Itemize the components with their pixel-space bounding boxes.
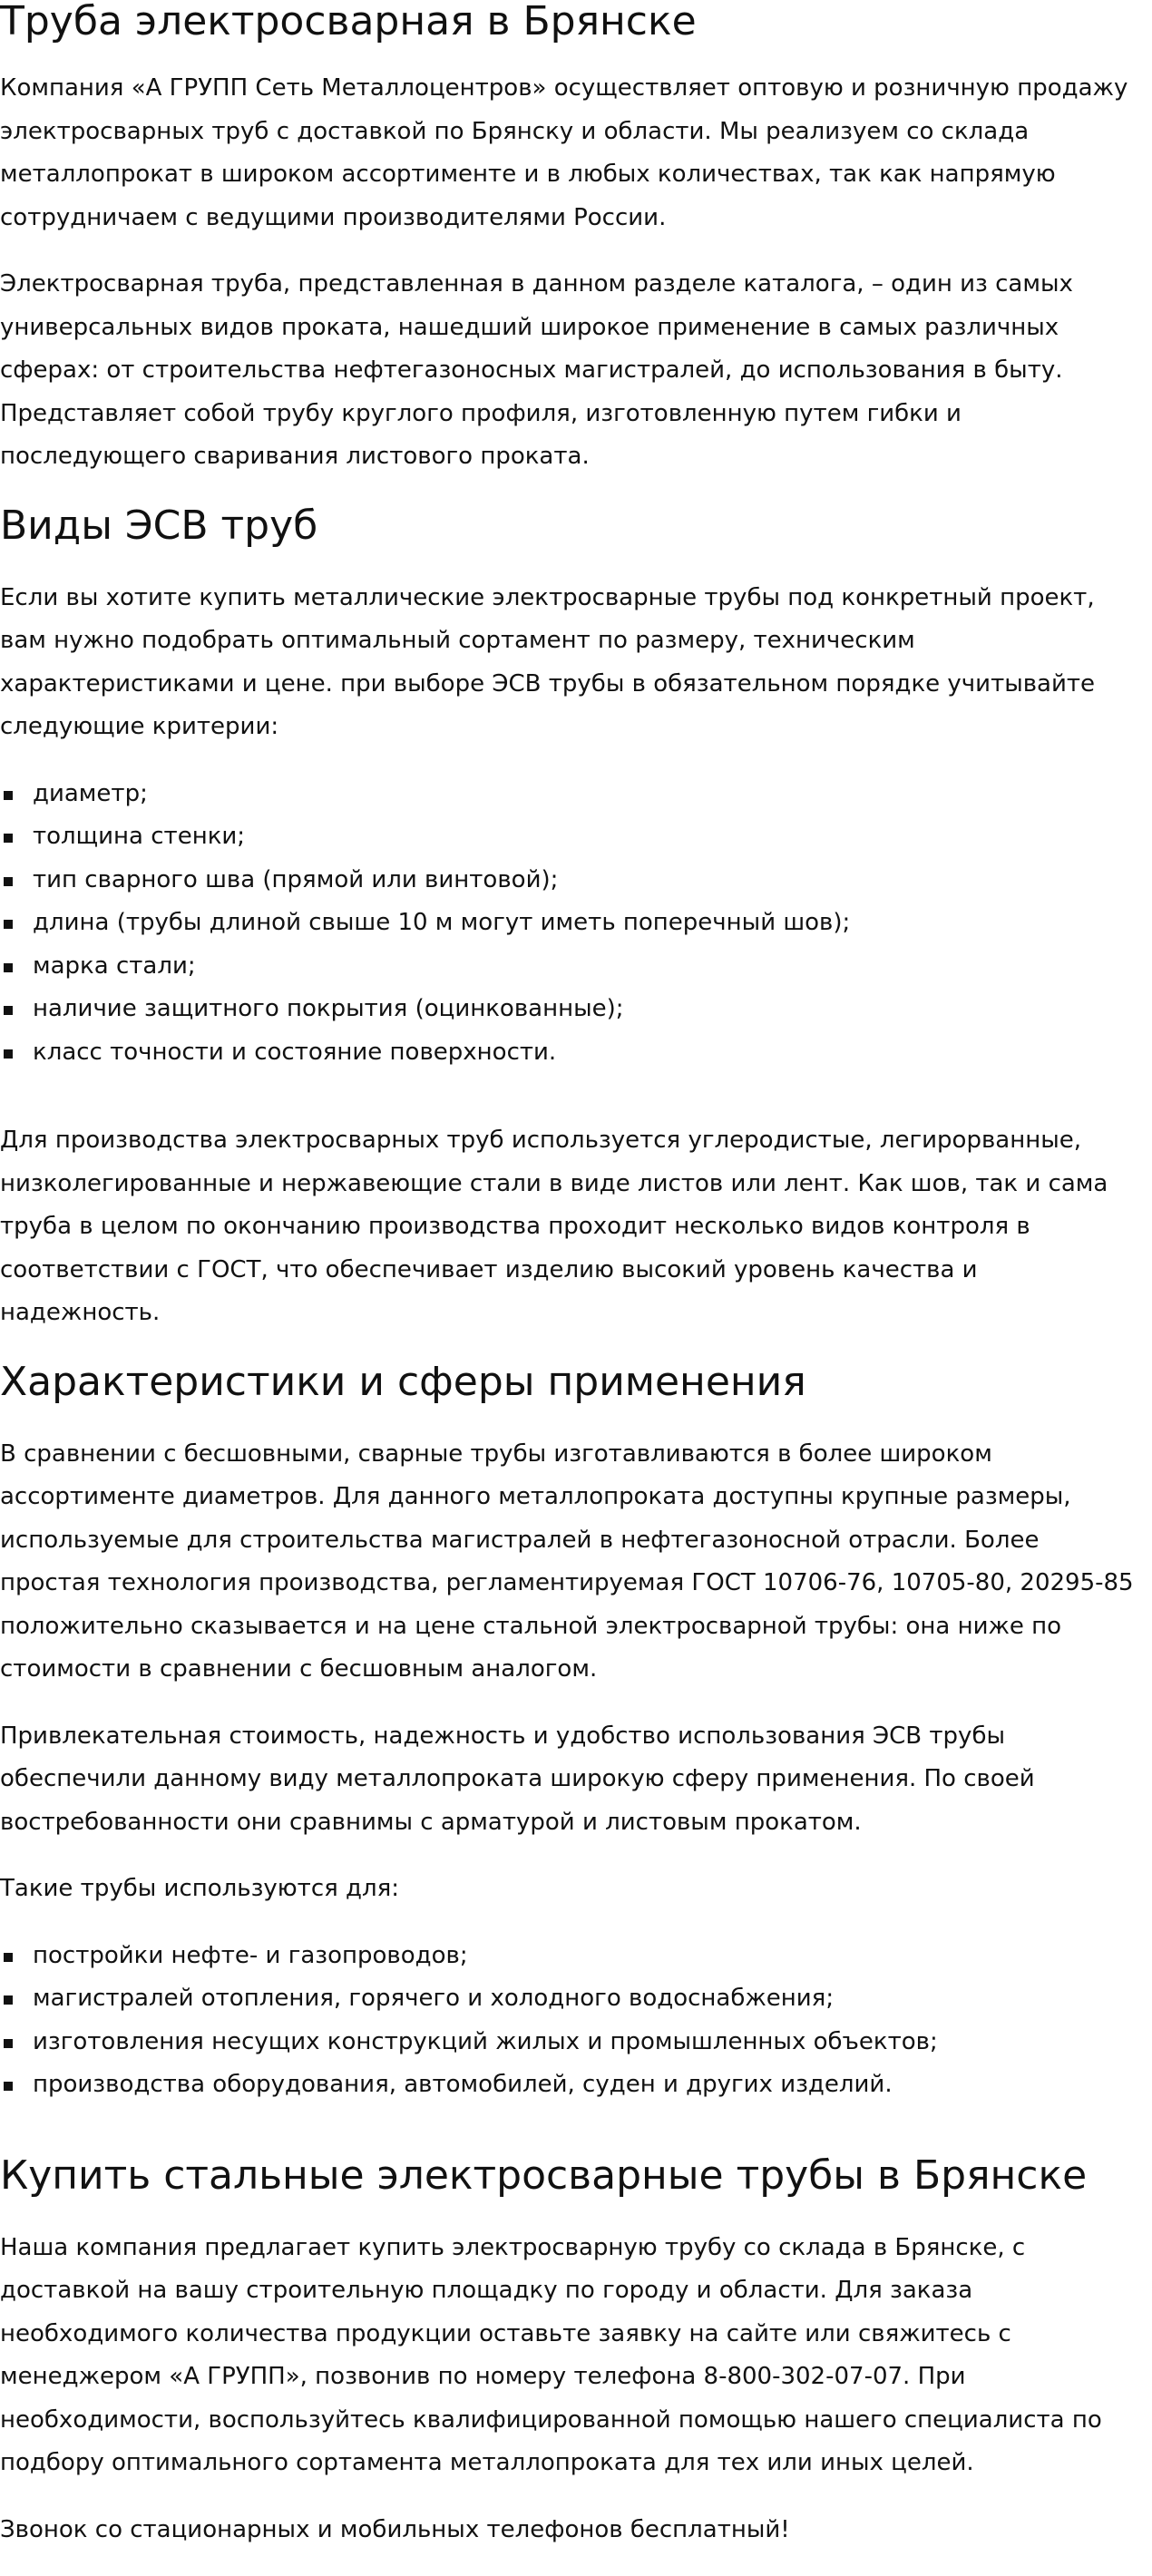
features-paragraph: В сравнении с бесшовными, сварные трубы изготавливаются в более широком ассортименте диаметров. Для данного металлопроката доступны крупные размеры, используемые для строительства магистралей в нефтегазоносной отрасли. Более простая технология производства, регламентируемая ГОСТ 10706-76, 10705-80, 20295-85 положительно сказывается и на цене стальной электросварной трубы: она ниже по стоимости в сравнении с бесшовным аналогом. [0, 1439, 1134, 1683]
intro-paragraph: Электросварная труба, представленная в данном разделе каталога, – один из самых универсальных видов проката, нашедший широкое применение в самых различных сферах: от строительства нефтегазоносных магистралей, до использования в быту. Представляет собой трубу круглого профиля, изготовленную путем гибки и последующего сваривания листового проката. [0, 270, 1073, 470]
list-item: тип сварного шва (прямой или винтовой); [0, 859, 1145, 903]
list-item: длина (трубы длиной свыше 10 м могут иметь поперечный шов); [0, 902, 1145, 945]
section-heading-buy: Купить стальные электросварные трубы в Брянске [0, 2152, 1088, 2199]
list-item: наличие защитного покрытия (оцинкованные); [0, 988, 1145, 1031]
list-item: марка стали; [0, 945, 1145, 989]
list-item: магистралей отопления, горячего и холодного водоснабжения; [0, 1977, 1145, 2021]
free-call-note: Звонок со стационарных и мобильных телефонов бесплатный! [0, 2515, 790, 2543]
types-after-paragraph: Для производства электросварных труб используется углеродистые, легирорванные, низколегированные и нержавеющие стали в виде листов или лент. Как шов, так и сама труба в целом по окончанию производства проходит несколько видов контроля в соответствии с ГОСТ, что обеспечивает изделию высокий уровень качества и надежность. [0, 1127, 1108, 1326]
list-item: постройки нефте- и газопроводов; [0, 1935, 1145, 1978]
intro-paragraph: Компания «А ГРУПП Сеть Металлоцентров» осуществляет оптовую и розничную продажу электросварных труб с доставкой по Брянску и области. Мы реализуем со склада металлопрокат в широком ассортименте и в любых количествах, так как напрямую сотрудничаем с ведущими производителями России. [0, 74, 1128, 231]
uses-list [0, 1935, 1145, 2107]
features-paragraph: Привлекательная стоимость, надежность и удобство использования ЭСВ трубы обеспечили данному виду металлопроката широкую сферу применения. По своей востребованности они сравнимы с арматурой и листовым прокатом. [0, 1722, 1035, 1836]
list-item: толщина стенки; [0, 815, 1145, 859]
section-heading-types: Виды ЭСВ труб [0, 502, 318, 549]
features-paragraph: Такие трубы используются для: [0, 1875, 400, 1902]
criteria-list [0, 773, 1145, 1075]
list-item: изготовления несущих конструкций жилых и промышленных объектов; [0, 2021, 1145, 2064]
section-heading-features: Характеристики и сферы применения [0, 1358, 806, 1405]
buy-paragraph: Наша компания предлагает купить электросварную трубу со склада в Брянске, с доставкой на вашу строительную площадку по городу и области. Для заказа необходимого количества продукции оставьте заявку на сайте или свяжитесь с менеджером «А ГРУПП», позвонив по номеру телефона 8-800-302-07-07. При необходимости, воспользуйтесь квалифицированной помощью нашего специалиста по подбору оптимального сортамента металлопроката для тех или иных целей. [0, 2233, 1102, 2476]
list-item: диаметр; [0, 773, 1145, 816]
list-item: производства оборудования, автомобилей, суден и других изделий. [0, 2064, 1145, 2107]
types-lead-paragraph: Если вы хотите купить металлические электросварные трубы под конкретный проект, вам нужно подобрать оптимальный сортамент по размеру, техническим характеристиками и цене. при выборе ЭСВ трубы в обязательном порядке учитывайте следующие критерии: [0, 583, 1096, 740]
list-item: класс точности и состояние поверхности. [0, 1031, 1145, 1075]
page-title: Труба электросварная в Брянске [0, 0, 697, 44]
